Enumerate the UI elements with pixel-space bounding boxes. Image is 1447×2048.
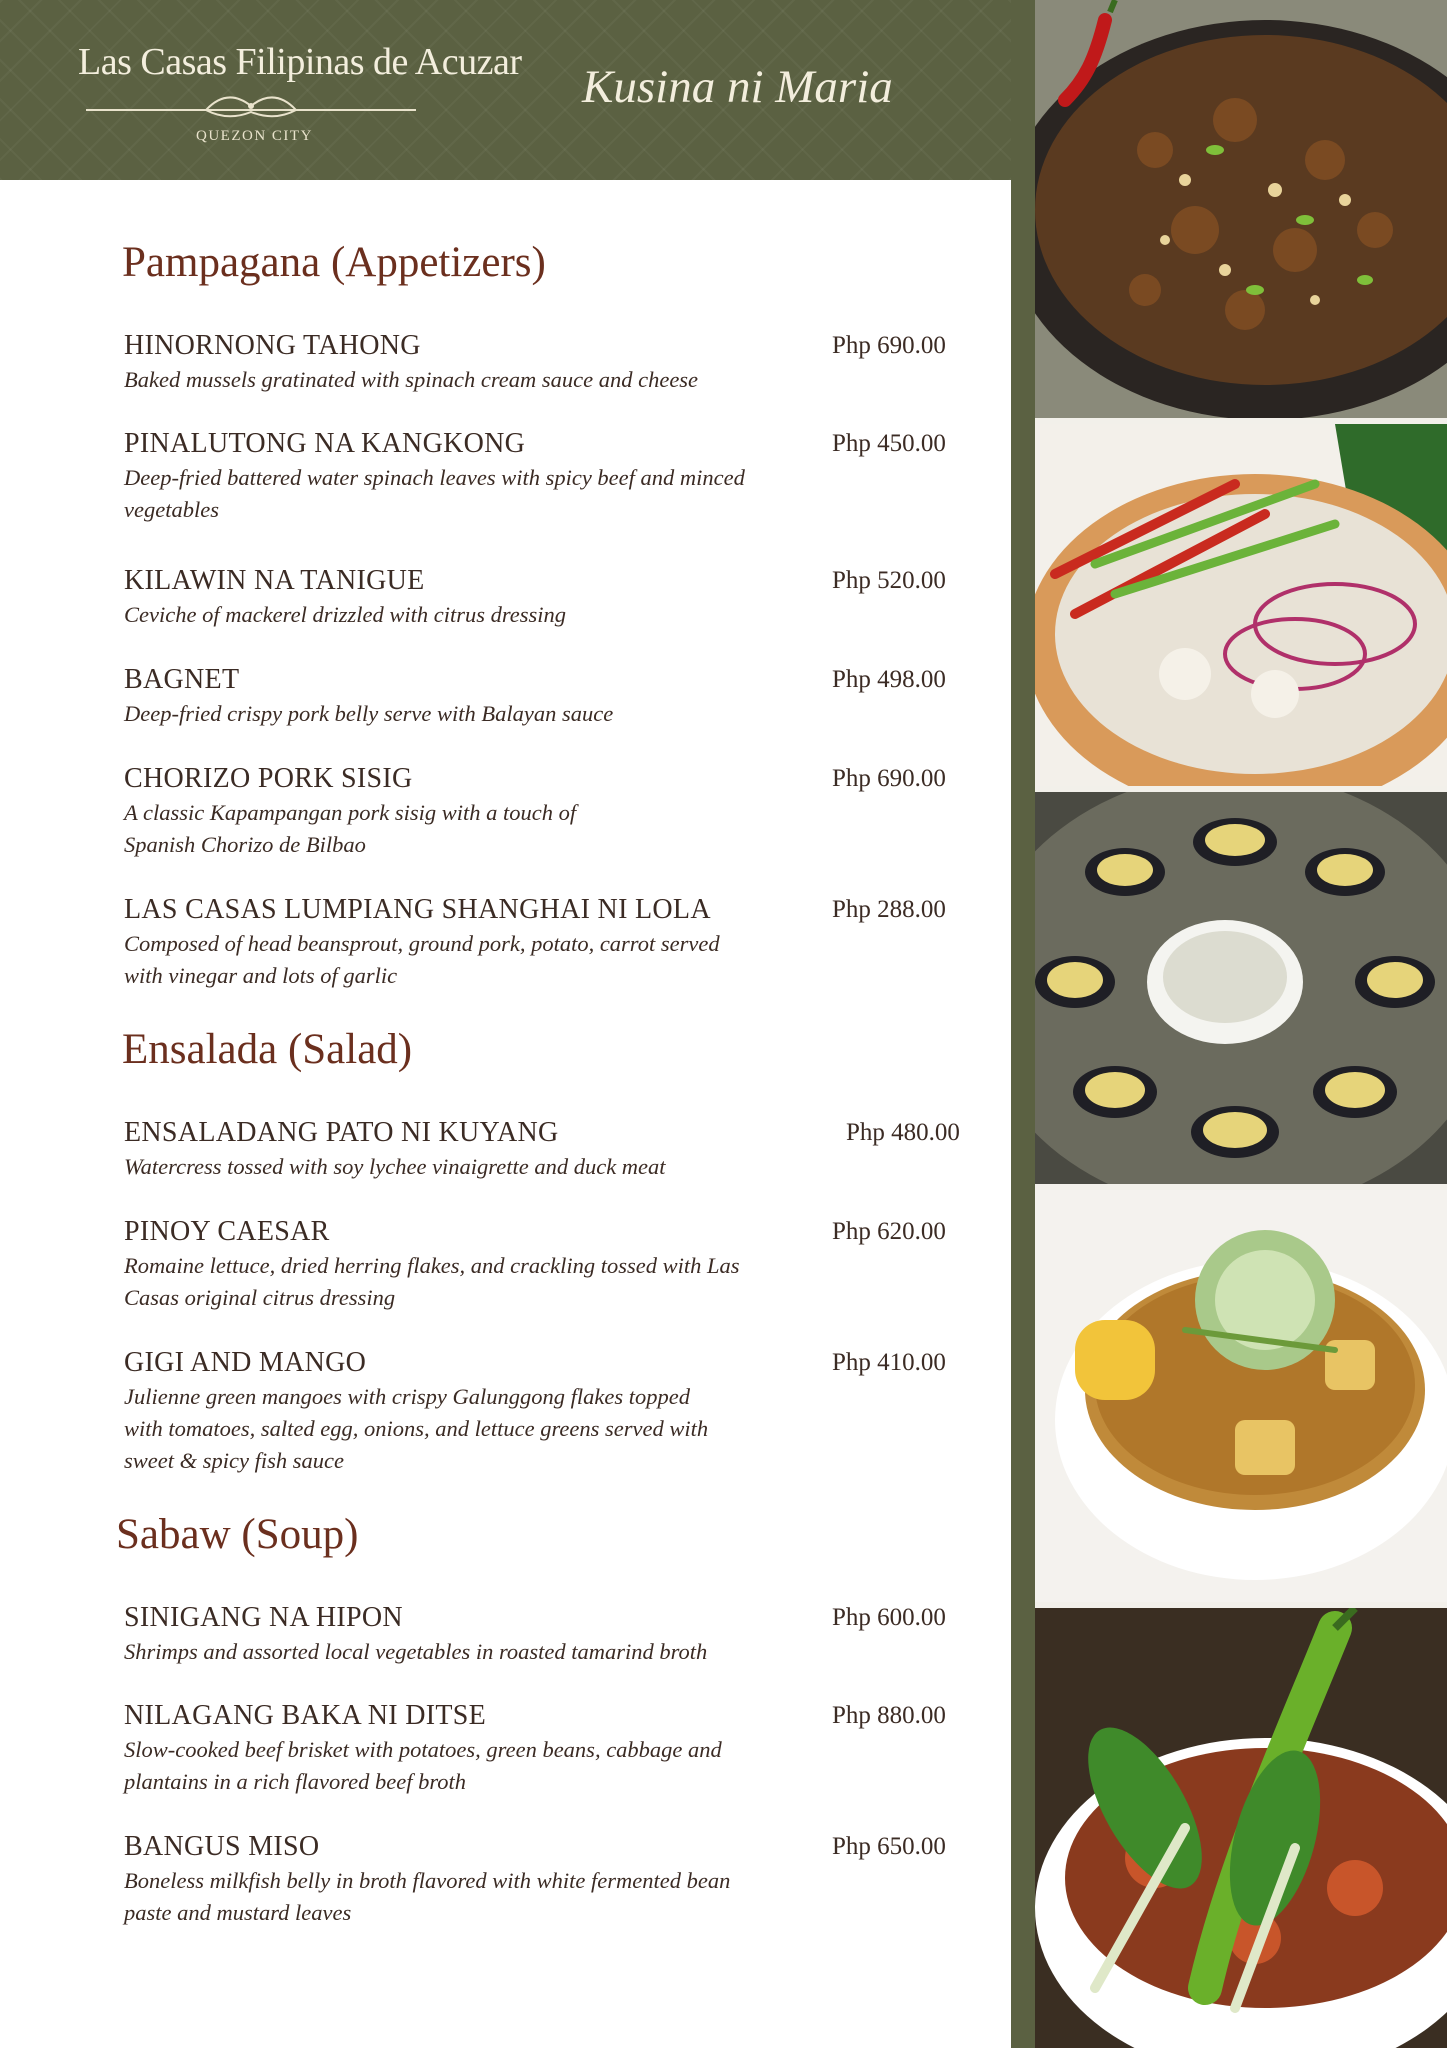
item-price: Php 450.00 xyxy=(832,430,946,457)
item-description: Deep-fried crispy pork belly serve with Balayan sauce xyxy=(124,701,614,726)
bangus-miso-photo xyxy=(1035,1608,1447,2048)
kitchen-title: Kusina ni Maria xyxy=(582,61,893,113)
item-price: Php 410.00 xyxy=(832,1349,946,1376)
item-name: ENSALADANG PATO NI KUYANG xyxy=(124,1117,559,1148)
sinigang-photo xyxy=(1035,1190,1447,1602)
item-price: Php 620.00 xyxy=(832,1218,946,1245)
item-price: Php 288.00 xyxy=(832,896,946,923)
section-title-salad: Ensalada (Salad) xyxy=(122,1026,413,1073)
item-description: Deep-fried battered water spinach leaves with spicy beef and minced vegetables xyxy=(124,465,745,522)
item-description: A classic Kapampangan pork sisig with a touch of Spanish Chorizo de Bilbao xyxy=(124,800,577,857)
item-name: PINALUTONG NA KANGKONG xyxy=(124,428,526,459)
item-price: Php 600.00 xyxy=(832,1604,946,1631)
item-description: Julienne green mangoes with crispy Galunggong flakes topped with tomatoes, salted egg, onions, and lettuce greens served with sweet & spicy fish sauce xyxy=(124,1384,709,1473)
section-title-appetizers: Pampagana (Appetizers) xyxy=(122,239,546,286)
item-description: Boneless milkfish belly in broth flavored with white fermented bean paste and mustard leaves xyxy=(124,1868,731,1925)
item-price: Php 480.00 xyxy=(846,1119,960,1146)
menu-header xyxy=(0,0,1011,180)
item-description: Watercress tossed with soy lychee vinaigrette and duck meat xyxy=(124,1154,666,1179)
item-description: Ceviche of mackerel drizzled with citrus dressing xyxy=(124,602,567,627)
item-name: BANGUS MISO xyxy=(124,1831,320,1862)
item-name: LAS CASAS LUMPIANG SHANGHAI NI LOLA xyxy=(124,894,711,925)
item-name: CHORIZO PORK SISIG xyxy=(124,763,413,794)
item-price: Php 650.00 xyxy=(832,1833,946,1860)
mussels-photo xyxy=(1035,792,1447,1184)
item-name: KILAWIN NA TANIGUE xyxy=(124,565,425,596)
item-name: NILAGANG BAKA NI DITSE xyxy=(124,1700,487,1731)
item-price: Php 880.00 xyxy=(832,1702,946,1729)
item-description: Romaine lettuce, dried herring flakes, and crackling tossed with Las Casas original citrus dressing xyxy=(124,1253,740,1310)
item-description: Composed of head beansprout, ground pork, potato, carrot served with vinegar and lots of garlic xyxy=(124,931,720,988)
item-name: SINIGANG NA HIPON xyxy=(124,1602,403,1633)
item-price: Php 690.00 xyxy=(832,332,946,359)
photo-column xyxy=(1035,0,1447,2048)
item-description: Shrimps and assorted local vegetables in roasted tamarind broth xyxy=(124,1639,708,1664)
item-price: Php 498.00 xyxy=(832,666,946,693)
sisig-photo xyxy=(1035,0,1447,418)
section-title-soup: Sabaw (Soup) xyxy=(116,1511,359,1558)
item-name: HINORNONG TAHONG xyxy=(124,330,421,361)
item-description: Baked mussels gratinated with spinach cream sauce and cheese xyxy=(124,367,699,392)
item-name: GIGI AND MANGO xyxy=(124,1347,367,1378)
brand-name: Las Casas Filipinas de Acuzar xyxy=(78,41,522,83)
item-price: Php 520.00 xyxy=(832,567,946,594)
item-name: PINOY CAESAR xyxy=(124,1216,330,1247)
kilawin-photo xyxy=(1035,424,1447,786)
side-divider-bar xyxy=(1011,0,1035,2048)
brand-ornament-icon xyxy=(86,92,416,122)
item-name: BAGNET xyxy=(124,664,240,695)
item-price: Php 690.00 xyxy=(832,765,946,792)
brand-city: QUEZON CITY xyxy=(196,128,313,144)
item-description: Slow-cooked beef brisket with potatoes, green beans, cabbage and plantains in a rich flavored beef broth xyxy=(124,1737,722,1794)
